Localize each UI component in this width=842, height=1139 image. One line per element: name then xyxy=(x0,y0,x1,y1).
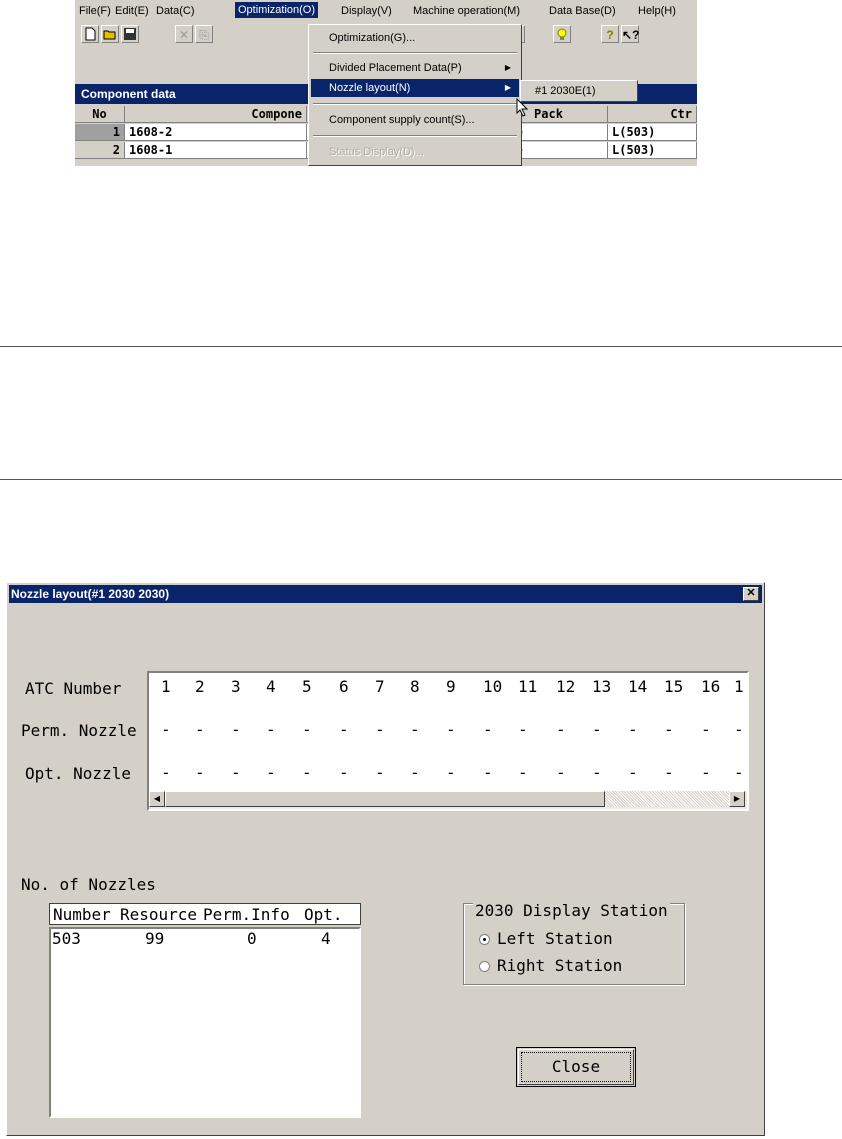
menu-item-optimization[interactable]: Optimization(G)... xyxy=(329,32,416,44)
row-number[interactable]: 2 xyxy=(75,142,125,159)
component-ctr[interactable]: L(503) xyxy=(608,124,697,141)
close-button-label: Close xyxy=(551,1057,601,1076)
perm-nozzle-cell[interactable]: - xyxy=(446,720,456,739)
close-button[interactable] xyxy=(516,1047,636,1087)
nozzle-resource: 99 xyxy=(145,929,165,948)
perm-nozzle-cell[interactable]: - xyxy=(231,720,241,739)
divider xyxy=(0,346,842,347)
component-data-title: Component data xyxy=(75,84,697,104)
perm-nozzle-cell[interactable]: - xyxy=(592,720,602,739)
atc-number-label: ATC Number xyxy=(25,679,122,698)
perm-nozzle-cell[interactable]: - xyxy=(339,720,349,739)
perm-nozzle-cell[interactable]: - xyxy=(483,720,493,739)
opt-nozzle-cell[interactable]: - xyxy=(628,763,638,782)
nozzle-layout-submenu-item[interactable]: #1 2030E(1) xyxy=(520,80,638,102)
application-window xyxy=(75,0,697,166)
opt-nozzle-cell[interactable]: - xyxy=(339,763,349,782)
menu-separator xyxy=(313,135,517,137)
radio-unchecked-icon[interactable] xyxy=(479,961,490,972)
column-header-number[interactable]: Number xyxy=(53,905,111,924)
atc-number-cell[interactable]: 12 xyxy=(556,677,576,696)
atc-number-cell[interactable]: 11 xyxy=(518,677,538,696)
menu-item-component-supply-count[interactable]: Component supply count(S)... xyxy=(329,114,475,126)
atc-number-cell[interactable]: 1 xyxy=(161,677,171,696)
column-header-pack[interactable]: Pack xyxy=(490,106,608,123)
atc-number-cell[interactable]: 1 xyxy=(734,677,744,696)
atc-number-cell[interactable]: 15 xyxy=(664,677,684,696)
atc-number-cell[interactable]: 13 xyxy=(592,677,612,696)
menu-optimization[interactable]: Optimization(O) xyxy=(235,2,318,18)
scroll-left-icon[interactable]: ◀ xyxy=(149,791,165,807)
opt-nozzle-cell[interactable]: - xyxy=(734,763,744,782)
right-station-label: Right Station xyxy=(497,956,623,975)
opt-nozzle-cell[interactable]: - xyxy=(375,763,385,782)
opt-nozzle-cell[interactable]: - xyxy=(483,763,493,782)
new-file-icon[interactable] xyxy=(81,25,99,43)
help-icon[interactable]: ? xyxy=(601,25,619,43)
display-station-label: 2030 Display Station xyxy=(475,901,668,920)
perm-nozzle-cell[interactable]: - xyxy=(734,720,744,739)
opt-nozzle-cell[interactable]: - xyxy=(195,763,205,782)
column-header-resource[interactable]: Resource xyxy=(120,905,198,924)
menu-item-label: Nozzle layout(N) xyxy=(329,82,411,94)
opt-nozzle-cell[interactable]: - xyxy=(518,763,528,782)
atc-number-cell[interactable]: 7 xyxy=(375,677,385,696)
save-icon[interactable] xyxy=(121,25,139,43)
column-header-ctr[interactable]: Ctr xyxy=(608,106,697,123)
lightbulb-icon[interactable] xyxy=(553,25,571,43)
nozzle-number: 503 xyxy=(52,929,81,948)
copy-icon[interactable]: ⎘ xyxy=(195,25,213,43)
list-item[interactable] xyxy=(51,929,359,949)
atc-number-cell[interactable]: 2 xyxy=(195,677,205,696)
nozzle-perm-info: 0 xyxy=(247,929,257,948)
opt-nozzle-cell[interactable]: - xyxy=(231,763,241,782)
opt-nozzle-cell[interactable]: - xyxy=(446,763,456,782)
atc-number-cell[interactable]: 6 xyxy=(339,677,349,696)
menu-item-status-display: Status Display(D)... xyxy=(329,146,424,158)
column-header-perm-info[interactable]: Perm.Info xyxy=(203,905,290,924)
opt-nozzle-cell[interactable]: - xyxy=(302,763,312,782)
mouse-cursor-icon xyxy=(516,98,530,118)
component-name[interactable]: 1608-2 xyxy=(125,124,307,141)
opt-nozzle-cell[interactable]: - xyxy=(664,763,674,782)
menu-separator xyxy=(313,52,517,54)
opt-nozzle-label: Opt. Nozzle xyxy=(25,764,131,783)
right-station-radio[interactable] xyxy=(477,956,657,978)
cut-icon[interactable]: ✕ xyxy=(175,25,193,43)
component-name[interactable]: 1608-1 xyxy=(125,142,307,159)
close-icon[interactable]: ✕ xyxy=(743,587,759,601)
menu-item-divided-placement-data[interactable] xyxy=(311,59,519,77)
atc-number-cell[interactable]: 9 xyxy=(446,677,456,696)
atc-number-cell[interactable]: 4 xyxy=(266,677,276,696)
opt-nozzle-cell[interactable]: - xyxy=(266,763,276,782)
scrollbar-thumb[interactable] xyxy=(165,791,605,807)
nozzle-layout-dialog xyxy=(6,582,765,1136)
left-station-radio[interactable] xyxy=(477,929,657,951)
nozzle-opt: 4 xyxy=(321,929,331,948)
divider xyxy=(0,479,842,480)
nozzle-list-header xyxy=(49,903,361,925)
component-ctr[interactable]: L(503) xyxy=(608,142,697,159)
open-folder-icon[interactable] xyxy=(101,25,119,43)
menu-bar xyxy=(75,0,697,21)
row-number[interactable]: 1 xyxy=(75,124,125,141)
atc-number-cell[interactable]: 3 xyxy=(231,677,241,696)
perm-nozzle-label: Perm. Nozzle xyxy=(21,721,137,740)
atc-number-cell[interactable]: 8 xyxy=(410,677,420,696)
perm-nozzle-cell[interactable]: - xyxy=(375,720,385,739)
radio-checked-icon[interactable] xyxy=(479,934,490,945)
menu-data-base[interactable]: Data Base(D) xyxy=(549,5,616,17)
perm-nozzle-cell[interactable]: - xyxy=(701,720,711,739)
opt-nozzle-cell[interactable]: - xyxy=(410,763,420,782)
no-of-nozzles-label: No. of Nozzles xyxy=(21,875,156,894)
perm-nozzle-cell[interactable]: - xyxy=(302,720,312,739)
atc-number-cell[interactable]: 10 xyxy=(483,677,503,696)
column-header-component[interactable]: Compone xyxy=(125,106,307,123)
nozzle-list[interactable] xyxy=(49,927,361,1118)
atc-number-cell[interactable]: 16 xyxy=(701,677,721,696)
opt-nozzle-cell[interactable]: - xyxy=(592,763,602,782)
scrollbar-track[interactable] xyxy=(605,791,729,807)
menu-help[interactable]: Help(H) xyxy=(638,5,676,17)
atc-number-cell[interactable]: 14 xyxy=(628,677,648,696)
context-help-glyph: ? xyxy=(632,28,640,42)
opt-nozzle-cell[interactable]: - xyxy=(701,763,711,782)
menu-edit[interactable]: Edit(E) xyxy=(115,5,149,17)
perm-nozzle-cell[interactable]: - xyxy=(195,720,205,739)
menu-separator xyxy=(313,103,517,105)
perm-nozzle-cell[interactable]: - xyxy=(410,720,420,739)
perm-nozzle-cell[interactable]: - xyxy=(556,720,566,739)
perm-nozzle-cell[interactable]: - xyxy=(664,720,674,739)
optimization-dropdown-menu xyxy=(308,24,522,166)
atc-number-cell[interactable]: 5 xyxy=(302,677,312,696)
perm-nozzle-cell[interactable]: - xyxy=(266,720,276,739)
perm-nozzle-cell[interactable]: - xyxy=(161,720,171,739)
opt-nozzle-cell[interactable]: - xyxy=(556,763,566,782)
menu-item-label: Divided Placement Data(P) xyxy=(329,62,462,74)
submenu-arrow-icon: ▶ xyxy=(504,63,511,72)
menu-display[interactable]: Display(V) xyxy=(341,5,392,17)
dialog-title-bar[interactable] xyxy=(9,585,762,603)
context-help-icon[interactable]: ↖? xyxy=(621,25,639,43)
perm-nozzle-cell[interactable]: - xyxy=(518,720,528,739)
submenu-arrow-icon: ▶ xyxy=(504,83,511,92)
menu-item-nozzle-layout[interactable] xyxy=(311,79,519,97)
column-header-opt[interactable]: Opt. xyxy=(304,905,343,924)
left-station-label: Left Station xyxy=(497,929,613,948)
opt-nozzle-cell[interactable]: - xyxy=(161,763,171,782)
menu-data[interactable]: Data(C) xyxy=(156,5,195,17)
menu-file[interactable]: File(F) xyxy=(79,5,111,17)
dialog-title: Nozzle layout(#1 2030 2030) xyxy=(11,587,170,601)
horizontal-scrollbar[interactable] xyxy=(149,791,747,809)
column-header-no[interactable]: No xyxy=(75,106,125,123)
atc-grid[interactable] xyxy=(147,671,749,811)
scroll-right-icon[interactable]: ▶ xyxy=(729,791,745,807)
menu-machine-operation[interactable]: Machine operation(M) xyxy=(413,5,520,17)
perm-nozzle-cell[interactable]: - xyxy=(628,720,638,739)
